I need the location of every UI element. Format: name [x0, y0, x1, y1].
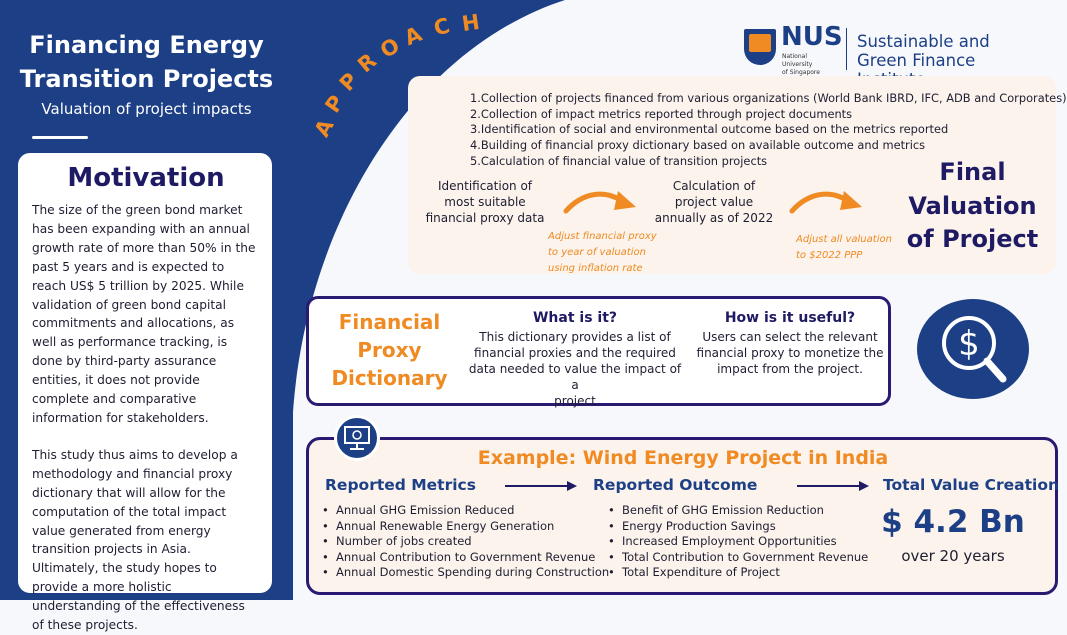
flow-step2-line: annually as of 2022	[654, 211, 774, 225]
how-body-line: Users can select the relevant	[702, 330, 878, 344]
final-valuation-line: of Project	[906, 225, 1039, 253]
approach-letter-6: A	[400, 21, 426, 51]
approach-step: 4.Building of financial proxy dictionary based on available outcome and metrics	[470, 138, 926, 153]
approach-letter-2: P	[320, 90, 349, 118]
metric-item: • Annual Renewable Energy Generation	[320, 519, 609, 535]
final-valuation-line: Final	[939, 158, 1006, 186]
arrow-right-icon-2	[797, 480, 871, 492]
flow-note1-line: using inflation rate	[548, 263, 643, 274]
total-value-period: over 20 years	[901, 547, 1005, 565]
flow-note1-line: Adjust financial proxy	[548, 231, 657, 242]
how-useful-heading: How is it useful?	[724, 310, 856, 326]
outcome-item: • Increased Employment Opportunities	[606, 534, 868, 550]
reported-outcome-heading: Reported Outcome	[593, 476, 758, 494]
outcome-item: • Benefit of GHG Emission Reduction	[606, 503, 868, 519]
dollar-magnifier-icon	[917, 299, 1029, 399]
main-title-line2: Transition Projects	[19, 65, 274, 93]
how-body-line: impact from the project.	[717, 362, 863, 376]
main-title	[0, 28, 293, 96]
flow-note-ppp	[796, 232, 906, 264]
presentation-monitor-icon	[334, 415, 380, 461]
flow-step1-line: financial proxy data	[425, 211, 545, 225]
logo-institute-line2: Green Finance	[857, 51, 976, 70]
nus-sgfin-logo	[744, 22, 1044, 76]
approach-letter-5: O	[376, 33, 404, 63]
logo-nus-subtitle-line1: National University	[782, 53, 813, 68]
logo-nus-subtitle	[782, 53, 838, 77]
approach-step: 5.Calculation of financial value of transition projects	[470, 153, 768, 168]
logo-nus-text: NUS	[781, 22, 843, 52]
logo-institute-line1: Sustainable and	[857, 32, 990, 51]
final-valuation	[905, 156, 1040, 257]
flow-arrow-icon-2	[786, 183, 866, 217]
total-value-heading: Total Value Creation	[883, 476, 1060, 494]
flow-step-calculation	[652, 178, 776, 226]
flow-step-identification	[424, 178, 546, 226]
flow-note1-line: to year of valuation	[548, 247, 646, 258]
approach-letter-1: A	[309, 115, 339, 141]
approach-step: 3.Identification of social and environmental outcome based on the metrics reported	[470, 122, 949, 137]
arrow-right-icon-1	[505, 480, 579, 492]
metrics-list	[320, 503, 609, 581]
what-is-it-body	[466, 329, 684, 409]
metric-item: • Annual GHG Emission Reduced	[320, 503, 609, 519]
metric-item: • Annual Contribution to Government Revenue	[320, 550, 609, 566]
what-is-it-heading: What is it?	[532, 310, 618, 326]
dictionary-title-line: Proxy	[357, 338, 422, 362]
flow-note2-line: to $2022 PPP	[796, 250, 863, 261]
example-title: Example: Wind Energy Project in India	[477, 447, 889, 469]
outcome-item: • Energy Production Savings	[606, 519, 868, 535]
how-useful-body	[692, 329, 888, 377]
approach-step: 2.Collection of impact metrics reported through project documents	[470, 106, 853, 121]
main-title-line1: Financing Energy	[29, 31, 264, 59]
flow-note-inflation	[548, 229, 660, 277]
metric-item: • Annual Domestic Spending during Construction	[320, 565, 609, 581]
title-divider	[32, 136, 88, 139]
approach-letter-3: P	[334, 68, 363, 96]
approach-step: 1.Collection of projects financed from various organizations (World Bank IBRD, IFC, ADB and Corporates)	[470, 91, 1067, 105]
flow-arrow-icon-1	[560, 183, 640, 217]
what-body-line: financial proxies and the required	[474, 346, 676, 360]
motivation-card	[18, 153, 272, 633]
what-body-line: data needed to value the impact of a	[468, 362, 682, 392]
what-body-line: project	[554, 394, 596, 408]
logo-divider	[846, 28, 847, 70]
total-value-amount: $ 4.2 Bn	[881, 504, 1025, 540]
flow-step1-line: most suitable	[444, 195, 526, 209]
approach-letter-8: H	[460, 9, 482, 37]
flow-step1-line: Identification of	[437, 179, 533, 193]
nus-crest-icon	[744, 29, 776, 65]
motivation-paragraph-2: This study thus aims to develop a methodology and financial proxy dictionary that will allow for the computation of the total impact value generated from energy transition projects in Asia. Ultimately, the study hopes to provide a more holistic understanding of the effectiveness of these projects.	[32, 447, 245, 633]
dictionary-title-line: Financial	[338, 310, 441, 334]
dictionary-title	[322, 308, 457, 392]
motivation-paragraph-1: The size of the green bond market has been expanding with an annual growth rate of more than 50% in the past 5 years and is expected to reach US$ 5 trillion by 2025. While validation of green bond capital commitments and allocations, as well as performance tracking, is done by third-party assurance entities, it does not provide complete and comparative information for stakeholders.	[32, 203, 256, 425]
outcome-item: • Total Expenditure of Project	[606, 565, 868, 581]
flow-step2-line: Calculation of	[672, 179, 756, 193]
flow-note2-line: Adjust all valuation	[796, 234, 892, 245]
approach-letter-7: C	[431, 13, 453, 41]
svg-text:$: $	[958, 324, 980, 364]
outcomes-list	[606, 503, 868, 581]
metric-item: • Number of jobs created	[320, 534, 609, 550]
approach-letter-4: R	[353, 48, 381, 78]
dictionary-title-line: Dictionary	[331, 366, 448, 390]
motivation-title: Motivation	[67, 163, 225, 193]
reported-metrics-heading: Reported Metrics	[325, 476, 476, 494]
subtitle: Valuation of project impacts	[41, 100, 252, 118]
final-valuation-line: Valuation	[908, 191, 1037, 220]
how-body-line: financial proxy to monetize the	[696, 346, 884, 360]
what-body-line: This dictionary provides a list of	[479, 330, 671, 344]
flow-step2-line: project value	[674, 195, 754, 209]
outcome-item: • Total Contribution to Government Revenue	[606, 550, 868, 566]
logo-nus-subtitle-line2: of Singapore	[782, 69, 820, 76]
